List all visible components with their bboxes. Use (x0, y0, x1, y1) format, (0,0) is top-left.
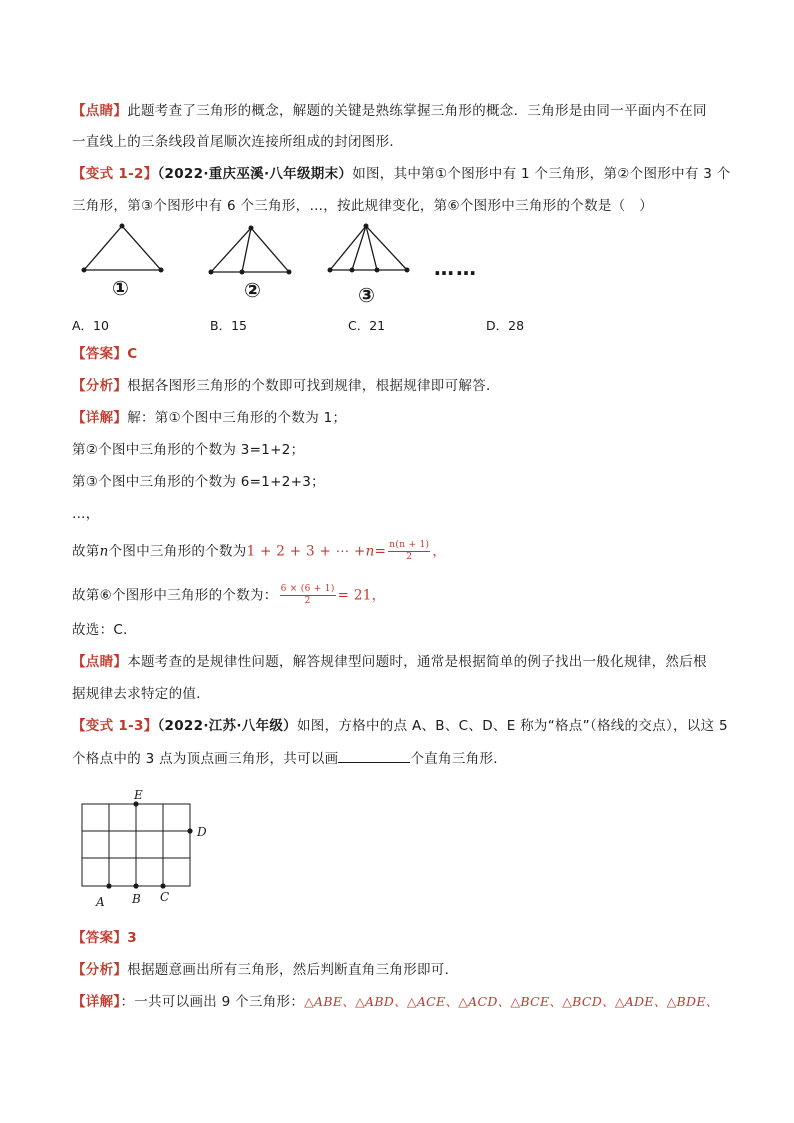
comment-text: 一直线上的三条线段首尾顺次连接所组成的封闭图形． (72, 134, 404, 150)
detail-tag: 【详解】 (72, 994, 121, 1010)
question-source: （2022·江苏·八年级） (157, 718, 297, 734)
analysis-tag: 【分析】 (72, 378, 128, 394)
figure-3-triangle (330, 226, 407, 270)
question-1-3-line2 (72, 748, 507, 769)
label-e: E (134, 788, 143, 802)
figure-ellipsis: …… (434, 256, 478, 280)
math-result: = 21， (337, 587, 386, 604)
figure-label-2: ② (244, 278, 261, 302)
point-a (106, 883, 111, 888)
comment-tag: 【点睛】 (72, 103, 128, 119)
analysis-text: 根据题意画出所有三角形，然后判断直角三角形即可． (127, 962, 459, 978)
option-a: A．10 (72, 318, 109, 333)
option-d: D．28 (486, 318, 525, 333)
detail-line6 (72, 584, 385, 607)
point-c (160, 883, 165, 888)
detail-text: 解：第①个图中三角形的个数为 1； (127, 410, 347, 426)
comment-paragraph-line1 (72, 101, 707, 121)
figure-label-3: ③ (358, 283, 375, 307)
question-1-2-line1 (72, 164, 731, 184)
option-c: C．21 (348, 318, 386, 333)
detail-text: 个图中三角形的个数为 (108, 543, 247, 560)
fraction-denominator: 2 (406, 552, 413, 562)
detail-line1 (72, 408, 346, 428)
math-var: n (365, 543, 375, 560)
analysis2-line (72, 960, 458, 980)
point-d (187, 828, 192, 833)
math-eq: = (374, 543, 387, 560)
question-text: 个格点中的 3 点为顶点画三角形，共可以画 (72, 751, 339, 767)
detail-text: ， (432, 543, 447, 560)
label-b: B (132, 892, 141, 906)
question-tag: 【变式 1-2】 (72, 166, 158, 182)
answer-line (72, 344, 137, 364)
answer-blank[interactable] (338, 748, 410, 763)
figure-1-triangle (84, 226, 161, 270)
question-text: 三角形，第③个图形中有 6 个三角形，…，按此规律变化，第⑥个图形中三角形的个数是（ ） (72, 198, 654, 214)
analysis-line (72, 376, 500, 396)
question-1-3-line1 (72, 716, 728, 736)
math-var: n (99, 543, 109, 560)
detail-text: ：一共可以画出 9 个三角形： (120, 994, 305, 1010)
comment2-line2: 据规律去求特定的值． (72, 686, 210, 702)
triangle-list: △ABE、△ABD、△ACE、△ACD、△BCE、△BCD、△ADE、△BDE、 (304, 994, 719, 1009)
figure-label-1: ① (112, 276, 129, 300)
grid-figure (76, 784, 246, 924)
answer2-line (72, 928, 137, 948)
detail-line3: 第③个图中三角形的个数为 6=1+2+3； (72, 474, 325, 490)
answer-value: C (127, 346, 138, 362)
label-a: A (96, 895, 105, 909)
question-text: 如图，其中第①个图形中有 1 个三角形，第②个图形中有 3 个 (352, 166, 731, 182)
analysis-tag: 【分析】 (72, 962, 128, 978)
comment-tag: 【点睛】 (72, 654, 128, 670)
comment2-line1 (72, 652, 707, 672)
point-e (133, 801, 138, 806)
triangle-figures (76, 222, 496, 302)
detail-text: 故第 (72, 543, 100, 560)
question-source: （2022·重庆巫溪·八年级期末） (157, 166, 353, 182)
answer-tag: 【答案】 (72, 346, 128, 362)
question-tag: 【变式 1-3】 (72, 718, 158, 734)
detail2-line1 (72, 992, 719, 1012)
answer-tag: 【答案】 (72, 930, 128, 946)
fraction-numerator: n(n + 1) (389, 540, 430, 550)
math-fraction (388, 540, 430, 563)
math-fraction (280, 584, 336, 607)
comment-text: 本题考查的是规律性问题，解答规律型问题时，通常是根据简单的例子找出一般化规律，然后根 (127, 654, 707, 670)
label-d: D (197, 825, 207, 839)
math-sum: 1 + 2 + 3 + ⋯ + (246, 543, 366, 560)
point-b (133, 883, 138, 888)
fraction-numerator: 6 × (6 + 1) (280, 584, 335, 594)
figure-3-cevian (352, 226, 366, 270)
detail-line5 (72, 540, 446, 563)
comment-paragraph-line2 (72, 132, 403, 152)
choose-line: 故选：C． (72, 622, 137, 638)
option-b: B．15 (210, 318, 247, 333)
detail-line2: 第②个图中三角形的个数为 3=1+2； (72, 442, 305, 458)
comment-text: 此题考查了三角形的概念，解题的关键是熟练掌握三角形的概念．三角形是由同一平面内不在同 (127, 103, 707, 119)
fraction-denominator: 2 (304, 596, 311, 606)
detail-line4: …， (72, 506, 100, 522)
question-text: 如图，方格中的点 A、B、C、D、E 称为“格点”（格线的交点），以这 5 (296, 718, 728, 734)
figure-2-cevian (242, 228, 251, 272)
answer-value: 3 (127, 930, 137, 946)
detail-tag: 【详解】 (72, 410, 128, 426)
label-c: C (160, 890, 170, 904)
analysis-text: 根据各图形三角形的个数即可找到规律，根据规律即可解答． (127, 378, 500, 394)
detail-text: 故第⑥个图形中三角形的个数为： (72, 587, 278, 604)
question-1-2-line2 (72, 196, 653, 216)
question-text: 个直角三角形． (410, 751, 508, 767)
